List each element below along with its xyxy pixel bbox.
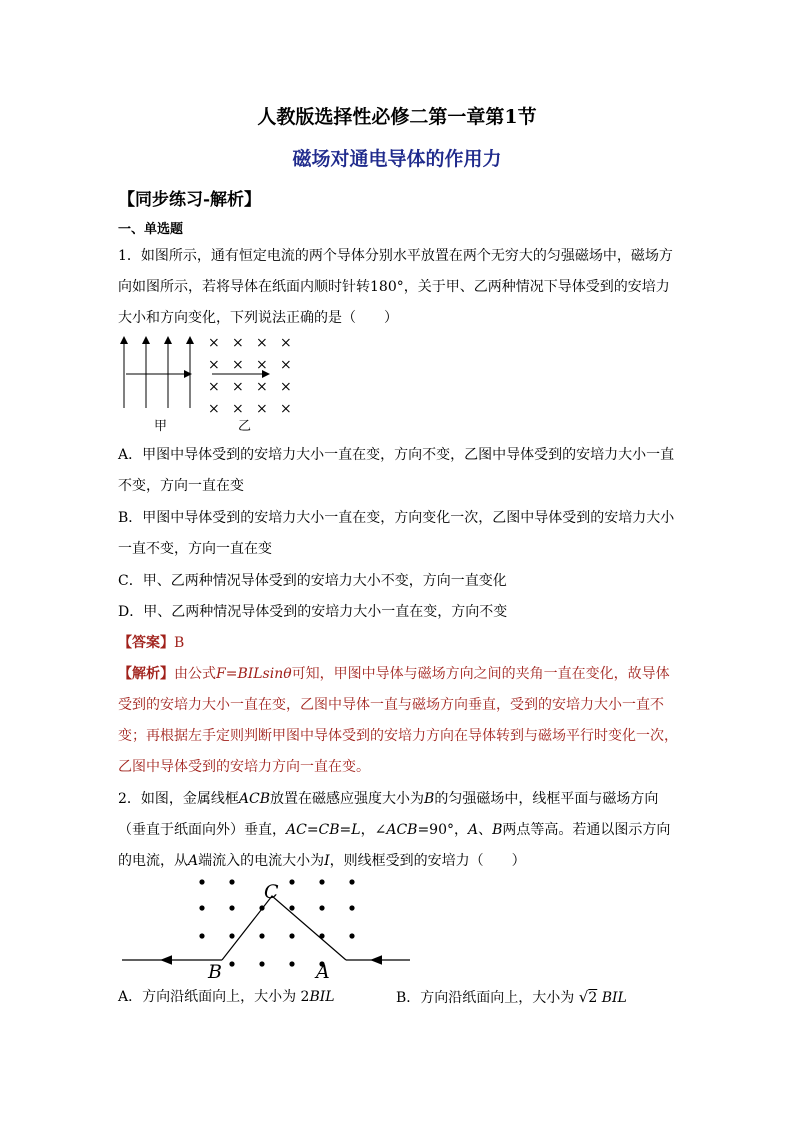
field-cross-mark: × [208,335,220,351]
field-dot [229,933,234,938]
q2-stem-part: 2．如图，金属线框 [118,791,239,807]
field-crosses-yi [208,335,292,417]
vertex-label-a: A [316,961,330,983]
sqrt-icon: √ [578,988,589,1006]
field-dot [319,905,324,910]
question-1-analysis [118,659,678,783]
option-b-text: B．方向沿纸面向上，大小为 [396,990,575,1006]
question-2-figure [118,872,418,982]
option-a-text: A．方向沿纸面向上，大小为 2 [118,989,310,1005]
field-dot [199,905,204,910]
field-cross-mark: × [256,379,268,395]
document-subtitle: 磁场对通电导体的作用力 [292,148,502,170]
q2-stem-part: ，则线框受到的安培力（ ） [329,853,526,869]
field-cross-mark: × [280,335,292,351]
field-dot [259,933,264,938]
q2-stem-var: A [188,853,199,869]
option-b-bil: BIL [601,990,627,1006]
q2-stem-var: B [424,791,435,807]
field-dot [349,933,354,938]
analysis-formula: F=BILsinθ [216,666,292,682]
field-cross-mark: × [256,357,268,373]
option-a-bil: BIL [309,989,335,1005]
field-cross-mark: × [280,401,292,417]
field-dot [229,879,234,884]
figure-label-jia: 甲 [154,419,168,434]
field-dot [199,879,204,884]
question-1-option-d: D．甲、乙两种情况导体受到的安培力大小一直在变，方向不变 [118,604,508,620]
answer-value: B [174,635,185,651]
field-dot [349,879,354,884]
field-dot [319,879,324,884]
figure-label-yi: 乙 [238,419,252,434]
q2-stem-var: I [324,853,330,869]
q2-stem-part: 、 [478,822,493,838]
vertex-label-c: C [264,881,279,903]
field-dot [289,933,294,938]
field-cross-mark: × [280,379,292,395]
question-1-figure [116,334,306,434]
field-dot [259,961,264,966]
field-cross-mark: × [208,401,220,417]
field-dot [199,933,204,938]
document-title: 人教版选择性必修二第一章第1节 [257,106,537,128]
question-1-option-a: A．甲图中导体受到的安培力大小一直在变，方向不变，乙图中导体受到的安培力大小一直不变，方向一直在变 [118,447,675,494]
q2-stem-var: ACB [238,791,271,807]
q2-stem-var: ACB [386,822,418,838]
question-2-option-a [118,982,398,1013]
q2-stem-var: AC=CB=L [286,822,361,838]
q2-stem-var: A [468,822,479,838]
q2-stem-part: 的匀强磁场中，线框平面与磁场方向（垂直于纸面向外）垂直， [118,791,659,838]
analysis-post: 可知，甲图中导体与磁场方向之间的夹角一直在变化，故导体受到的安培力大小一直在变，乙图中导体一直与磁场方向垂直，受到的安培力大小一直不变；再根据左手定则判断甲图中导体受到的安培力方向在导体转到与磁场平行时变化一次，乙图中导体受到的安培力方向一直在变。 [118,666,678,775]
field-cross-mark: × [208,357,220,373]
analysis-pre: 由公式 [174,666,216,682]
question-1-answer [118,628,678,659]
question-1-option-b: B．甲图中导体受到的安培力大小一直在变，方向变化一次，乙图中导体受到的安培力大小一直不变，方向一直在变 [118,510,675,557]
q2-stem-part: 两点等高。若通以图示方向的电流，从 [118,822,671,869]
q2-stem-var: B [492,822,503,838]
question-1-option-c: C．甲、乙两种情况导体受到的安培力大小不变，方向一直变化 [118,573,507,589]
analysis-label: 【解析】 [118,666,174,682]
field-cross-mark: × [208,379,220,395]
question-2-option-b [396,982,696,1014]
field-cross-mark: × [280,357,292,373]
question-2-stem [118,784,678,877]
field-dot [289,905,294,910]
option-b-root: 2 [588,990,598,1006]
field-dot [289,879,294,884]
section-heading: 【同步练习-解析】 [118,190,262,210]
q2-stem-part: =90°， [417,822,468,838]
field-dot [229,905,234,910]
field-cross-mark: × [256,401,268,417]
sub-heading-single-choice: 一、单选题 [118,222,184,237]
field-dot [349,905,354,910]
q2-stem-part: ，∠ [360,822,387,838]
question-1-stem: 1．如图所示，通有恒定电流的两个导体分别水平放置在两个无穷大的匀强磁场中，磁场方向如图所示，若将导体在纸面内顺时针转180°，关于甲、乙两种情况下导体受到的安培力大小和方向变化，下列说法正确的是（ ） [118,248,673,326]
answer-label: 【答案】 [118,635,174,651]
vertex-label-b: B [208,961,222,983]
field-dot [229,961,234,966]
field-cross-mark: × [232,379,244,395]
q2-stem-part: 放置在磁感应强度大小为 [270,791,425,807]
field-cross-mark: × [232,357,244,373]
field-dot [289,961,294,966]
wire-frame-acb [222,896,346,960]
field-cross-mark: × [232,401,244,417]
field-cross-mark: × [232,335,244,351]
field-cross-mark: × [256,335,268,351]
q2-stem-part: 端流入的电流大小为 [198,853,325,869]
